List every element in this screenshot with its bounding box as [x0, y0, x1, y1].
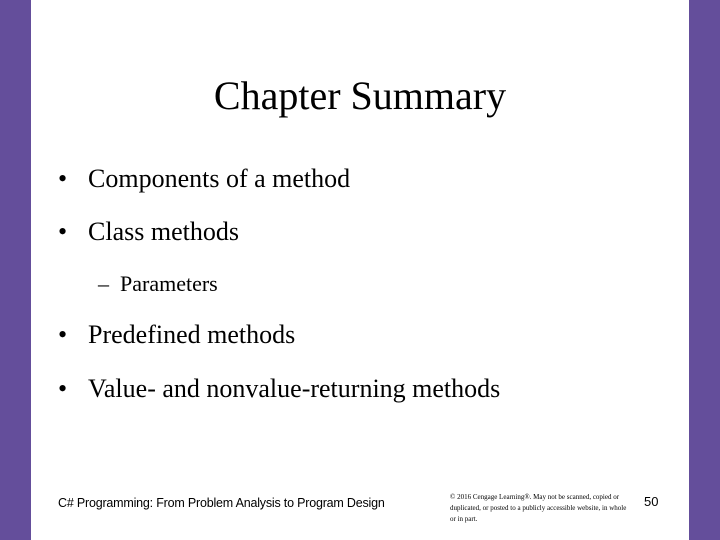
sub-bullet-item — [98, 271, 218, 297]
sub-bullet-text: Parameters — [120, 271, 218, 296]
bullet-text: Components of a method — [88, 164, 351, 193]
page-number: 50 — [644, 494, 659, 509]
footer-copyright: © 2016 Cengage Learning®. May not be scanned, copied or duplicated, or posted to a publicly accessible website, in whole or in part. — [450, 493, 627, 523]
bullet-text: Predefined methods — [88, 320, 296, 349]
bullet-dot: • — [58, 217, 68, 246]
bullet-item — [58, 374, 500, 404]
bullet-text: Value- and nonvalue-returning methods — [88, 374, 501, 403]
sub-bullet-dash: – — [98, 271, 109, 296]
bullet-item — [58, 217, 239, 247]
bullet-dot: • — [58, 320, 68, 349]
footer-course-title: C# Programming: From Problem Analysis to Program Design — [58, 496, 385, 510]
bullet-item — [58, 164, 350, 194]
bullet-dot: • — [58, 374, 68, 403]
bullet-text: Class methods — [88, 217, 239, 246]
bullet-dot: • — [58, 164, 68, 193]
slide-title: Chapter Summary — [213, 73, 507, 118]
bullet-item — [58, 320, 295, 350]
